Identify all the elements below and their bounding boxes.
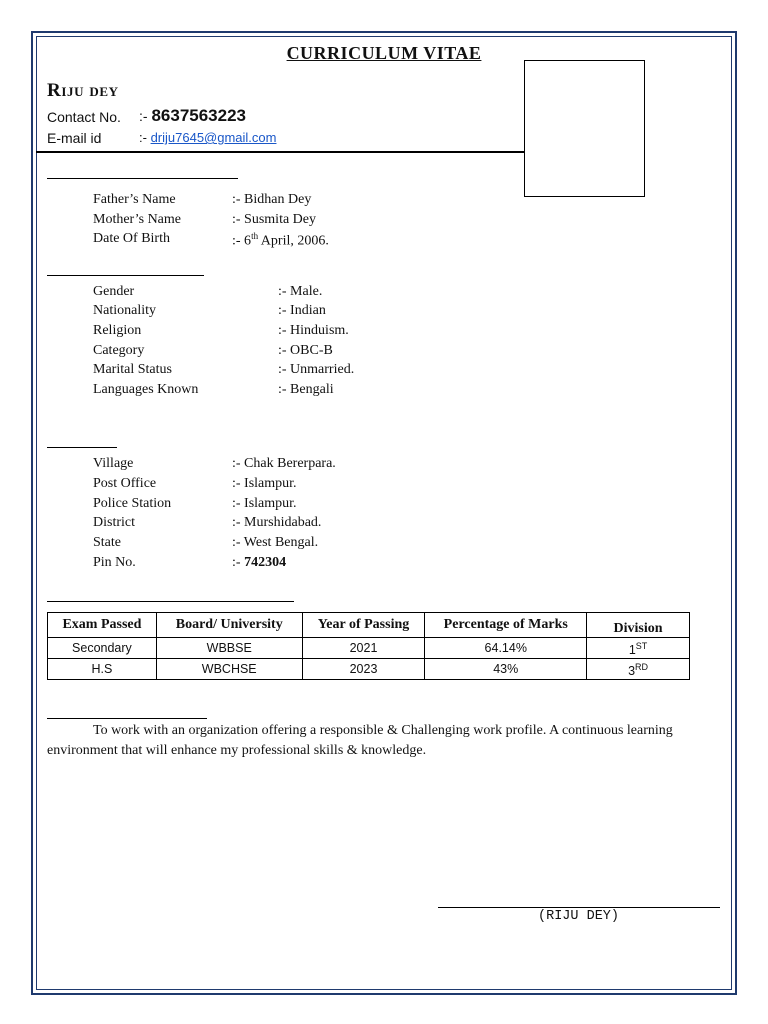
division-number: 3 [628, 664, 636, 679]
languages-label: Languages Known [93, 382, 199, 397]
mother-label: Mother’s Name [93, 212, 181, 227]
email-label: E-mail id [47, 130, 102, 146]
col-header-board: Board/ University [156, 613, 302, 638]
village-value: :- Chak Bererpara. [232, 456, 336, 471]
email-value [139, 130, 276, 145]
email-separator: :- [139, 130, 151, 145]
languages-value: :- Bengali [278, 382, 334, 397]
cell-percentage: 43% [425, 659, 587, 680]
table-row [48, 638, 690, 659]
mother-value: :- Susmita Dey [232, 212, 316, 227]
gender-label: Gender [93, 284, 135, 299]
district-value: :- Murshidabad. [232, 515, 322, 530]
dob-value [232, 231, 329, 250]
nationality-value: :- Indian [278, 303, 326, 318]
dob-day: :- 6 [232, 233, 252, 249]
post-office-label: Post Office [93, 476, 157, 491]
contact-label: Contact No. [47, 109, 121, 125]
father-value: :- Bidhan Dey [232, 192, 312, 207]
pin-separator: :- [232, 555, 245, 570]
header-divider [36, 151, 525, 153]
category-value: :- OBC-B [278, 343, 333, 358]
document-title: CURRICULUM VITAE [286, 43, 482, 63]
cell-percentage: 64.14% [425, 638, 587, 659]
cell-division [587, 659, 690, 680]
contact-number: 8637563223 [151, 106, 246, 125]
religion-value: :- Hinduism. [278, 323, 349, 338]
village-label: Village [93, 456, 134, 471]
cell-exam: H.S [48, 659, 157, 680]
religion-label: Religion [93, 323, 142, 338]
dob-month-year: April, 2006. [258, 233, 329, 249]
col-header-exam: Exam Passed [48, 613, 157, 638]
division-suffix: RD [635, 662, 649, 673]
marital-value: :- Unmarried. [278, 362, 355, 377]
dob-day-suffix: th [251, 231, 259, 241]
gender-value: :- Male. [278, 284, 323, 299]
cell-exam: Secondary [48, 638, 157, 659]
section-rule-other [47, 275, 204, 276]
police-station-label: Police Station [93, 496, 172, 511]
cell-year: 2023 [302, 659, 425, 680]
division-suffix: ST [635, 641, 648, 651]
col-header-percentage: Percentage of Marks [425, 613, 587, 638]
section-rule-personal [47, 178, 238, 179]
marital-label: Marital Status [93, 362, 172, 377]
cell-board: WBCHSE [156, 659, 302, 680]
police-station-value: :- Islampur. [232, 496, 297, 511]
state-label: State [93, 535, 121, 550]
education-table [47, 612, 690, 680]
cell-board: WBBSE [156, 638, 302, 659]
post-office-value: :- Islampur. [232, 476, 297, 491]
signature-line [438, 907, 720, 908]
pin-label: Pin No. [93, 555, 136, 570]
table-row [48, 659, 690, 680]
education-header-row [48, 613, 690, 638]
nationality-label: Nationality [93, 303, 156, 318]
col-header-division: Division [587, 613, 690, 638]
photo-placeholder [524, 60, 645, 197]
dob-label: Date Of Birth [93, 231, 170, 246]
signature-name: (RIJU DEY) [538, 909, 620, 924]
cell-division [587, 638, 690, 659]
objective-text: To work with an organization offering a responsible & Challenging work profile. A continuous learning environment that will enhance my professional skills & knowledge. [47, 723, 673, 758]
contact-separator: :- [139, 108, 152, 124]
col-header-year: Year of Passing [302, 613, 425, 638]
contact-value [139, 106, 246, 126]
category-label: Category [93, 343, 145, 358]
section-rule-education [47, 601, 294, 602]
cell-year: 2021 [302, 638, 425, 659]
district-label: District [93, 515, 135, 530]
pin-number: 742304 [244, 555, 287, 570]
candidate-name: Riju dey [47, 80, 119, 101]
email-link[interactable]: driju7645@gmail.com [150, 130, 277, 145]
section-rule-address [47, 447, 117, 448]
pin-value [232, 555, 286, 571]
division-number: 1 [628, 643, 636, 658]
section-rule-objective [47, 718, 207, 719]
father-label: Father’s Name [93, 192, 176, 207]
state-value: :- West Bengal. [232, 535, 319, 550]
